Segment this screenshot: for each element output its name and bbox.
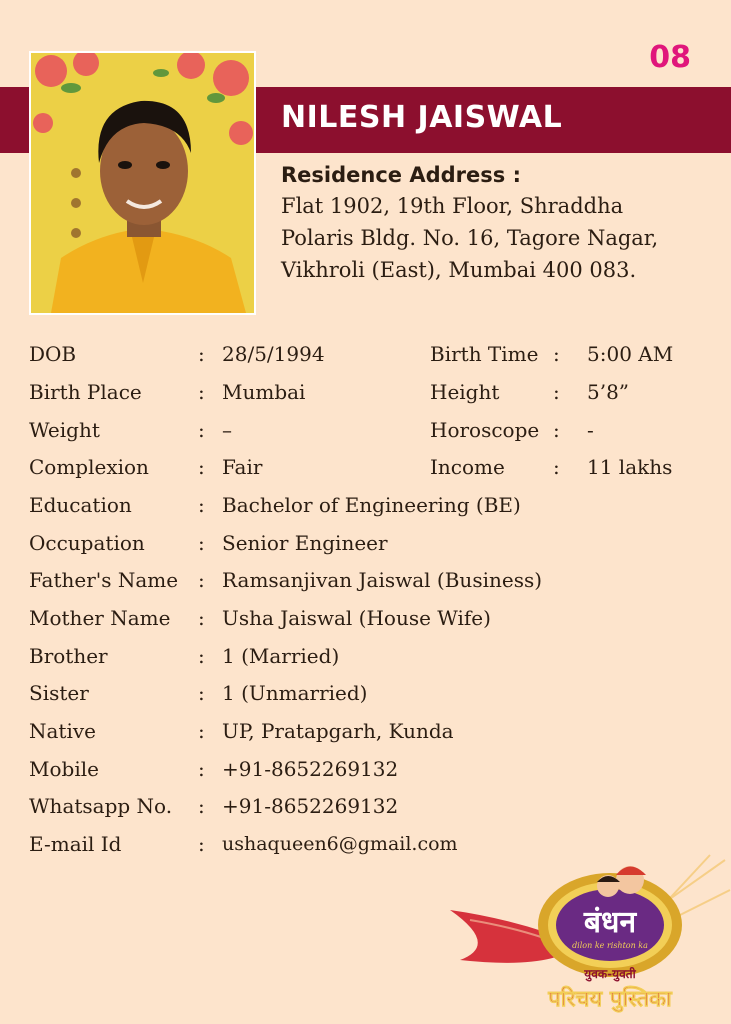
field-value: -	[587, 418, 594, 442]
field-label: Father's Name	[29, 568, 179, 592]
field-value: Ramsanjivan Jaiswal (Business)	[222, 568, 543, 592]
field-value: Senior Engineer	[222, 531, 388, 555]
field-label: Height	[430, 380, 500, 404]
field-label: Birth Time	[430, 342, 539, 366]
field-value: 1 (Unmarried)	[222, 681, 368, 705]
field-label: Horoscope	[430, 418, 540, 442]
field-label: Mother Name	[29, 606, 171, 630]
address-title: Residence Address :	[281, 163, 521, 187]
address-line: Vikhroli (East), Mumbai 400 083.	[281, 258, 637, 282]
field-label: Mobile	[29, 757, 99, 781]
field-value: ushaqueen6@gmail.com	[222, 833, 458, 855]
field-value: +91-8652269132	[222, 794, 399, 818]
logo-tagline: dilon ke rishton ka	[572, 941, 648, 950]
logo-sub1: युवक-युवती	[584, 967, 636, 981]
field-label: Sister	[29, 681, 89, 705]
field-label: E-mail Id	[29, 832, 122, 856]
field-colon: :	[198, 681, 205, 705]
field-colon: :	[198, 719, 205, 743]
field-label: Native	[29, 719, 96, 743]
field-value: –	[222, 418, 232, 442]
field-colon: :	[198, 455, 205, 479]
field-value: Mumbai	[222, 380, 306, 404]
profile-photo	[29, 51, 256, 315]
field-colon: :	[553, 455, 560, 479]
field-colon: :	[198, 342, 205, 366]
field-colon: :	[198, 794, 205, 818]
field-colon: :	[198, 606, 205, 630]
field-label: Brother	[29, 644, 108, 668]
residence-address	[281, 160, 701, 286]
field-value: Usha Jaiswal (House Wife)	[222, 606, 491, 630]
field-colon: :	[198, 493, 205, 517]
page-number: 08	[649, 40, 691, 75]
field-colon: :	[198, 568, 205, 592]
field-colon: :	[198, 418, 205, 442]
field-value: +91-8652269132	[222, 757, 399, 781]
field-value: 5’8”	[587, 380, 630, 404]
field-colon: :	[198, 757, 205, 781]
field-value: 11 lakhs	[587, 455, 673, 479]
field-value: UP, Pratapgarh, Kunda	[222, 719, 454, 743]
field-label: Income	[430, 455, 505, 479]
field-colon: :	[198, 380, 205, 404]
field-colon: :	[198, 644, 205, 668]
field-value: 28/5/1994	[222, 342, 325, 366]
field-label: Whatsapp No.	[29, 794, 173, 818]
address-line: Polaris Bldg. No. 16, Tagore Nagar,	[281, 226, 659, 250]
field-value: Fair	[222, 455, 263, 479]
logo-title: बंधन	[583, 905, 637, 940]
field-colon: :	[553, 342, 560, 366]
field-value: 5:00 AM	[587, 342, 674, 366]
field-label: Weight	[29, 418, 100, 442]
field-label: DOB	[29, 342, 77, 366]
field-colon: :	[198, 832, 205, 856]
logo-sub2: परिचय पुस्तिका	[548, 987, 672, 1012]
field-colon: :	[553, 380, 560, 404]
field-label: Education	[29, 493, 132, 517]
field-colon: :	[553, 418, 560, 442]
address-line: Flat 1902, 19th Floor, Shraddha	[281, 194, 624, 218]
field-value: Bachelor of Engineering (BE)	[222, 493, 521, 517]
field-label: Occupation	[29, 531, 145, 555]
field-label: Birth Place	[29, 380, 142, 404]
field-value: 1 (Married)	[222, 644, 340, 668]
field-label: Complexion	[29, 455, 149, 479]
bandhan-logo	[440, 850, 731, 1024]
profile-name: NILESH JAISWAL	[281, 100, 563, 135]
field-colon: :	[198, 531, 205, 555]
